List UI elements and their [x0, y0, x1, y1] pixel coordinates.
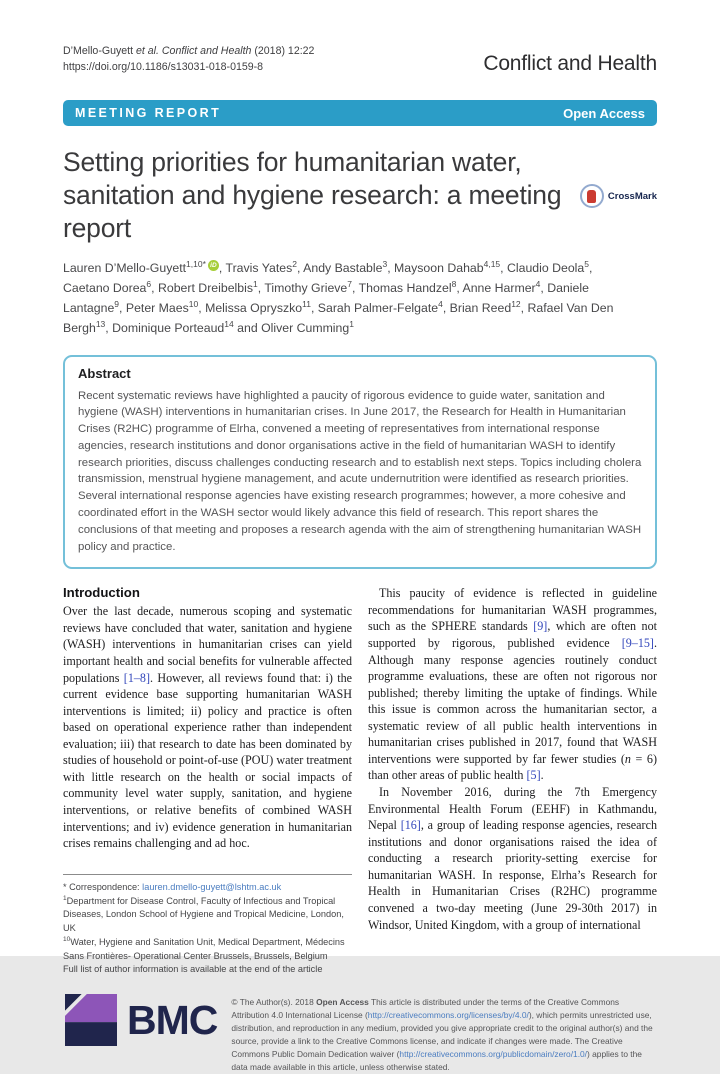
doi-link[interactable]: https://doi.org/10.1186/s13031-018-0159-8	[63, 60, 264, 73]
open-access-label: Open Access	[563, 105, 645, 121]
correspondence-note: * Correspondence: lauren.dmello-guyett@lshtm.ac.uk	[63, 881, 282, 892]
url-link[interactable]: lauren.dmello-guyett@lshtm.ac.uk	[142, 881, 282, 892]
journal-name: Conflict and Health	[483, 52, 657, 75]
affiliation-10: $^{10}$Water, Hygiene and Sanitation Unit, Medical Department, Médecins Sans Frontières- Operational Center Brussels, Brussels, Belgium	[63, 936, 345, 961]
page-header	[63, 44, 657, 76]
reference-link[interactable]: [1–8]	[123, 670, 150, 685]
reference-link[interactable]: [9–15]	[621, 635, 654, 650]
article-title: Setting priorities for humanitarian water, sanitation and hygiene research: a meeting report	[63, 147, 562, 243]
reference-link[interactable]: [16]	[400, 818, 421, 833]
citation-block	[63, 44, 314, 76]
bmc-logo-icon	[65, 994, 117, 1046]
bmc-logo	[65, 994, 217, 1046]
article-type-label: MEETING REPORT	[75, 106, 222, 120]
reference-link[interactable]: [9]	[533, 619, 548, 634]
crossmark-badge[interactable]	[580, 148, 657, 245]
body-columns	[63, 585, 657, 976]
author-info-note: Full list of author information is available at the end of the article	[63, 963, 323, 974]
body-paragraph-1: This paucity of evidence is reflected in guideline recommendations for humanitarian WASH programmes, such as the SPHERE standards [9], which are often not supported by rigorous, published evidence [9–15]. Although many response agencies routinely conduct programme evaluations, these are often not rigorous nor published; thereby limiting the uptake of findings. While this issue is common across the humanitarian sector, a systematic review of all public health interventions in humanitarian crises published in 2017, found that WASH interventions were supported by far fewer studies (n = 6) than other areas of public health [5].	[368, 586, 657, 783]
citation-line: D’Mello-Guyett et al. Conflict and Health (2018) 12:22	[63, 45, 315, 57]
left-column	[63, 585, 352, 976]
article-type-banner	[63, 100, 657, 126]
right-column	[368, 585, 657, 976]
footnotes-block	[63, 874, 352, 977]
copyright-notice: © The Author(s). 2018 Open Access This article is distributed under the terms of the Creative Commons Attribution 4.0 International License (http://creativecommons.org/licenses/by/4.0/), which permits unrestricted use, distribution, and reproduction in any medium, provided you give appropriate credit to the original author(s) and the source, provide a link to the Creative Commons license, and indicate if changes were made. The Creative Commons Public Domain Dedication waiver (http://creativecommons.org/publicdomain/zero/1.0/) applies to the data made available in this article, unless otherwise stated.	[231, 997, 653, 1072]
crossmark-door-glyph	[587, 190, 596, 203]
crossmark-icon	[580, 184, 604, 208]
bmc-logo-text: BMC	[127, 996, 218, 1043]
url-link[interactable]: http://creativecommons.org/publicdomain/zero/1.0/	[399, 1049, 588, 1060]
author-list: Lauren D’Mello-Guyett$^{1,10*}$ iD , Travis Yates$^2$, Andy Bastable$^3$, Maysoon Dahab$^{4,15}$, Claudio Deola$^5$, Caetano Dorea$^6$, Robert Dreibelbis$^1$, Timothy Grieve$^7$, Thomas Handzel$^8$, Anne Harmer$^4$, Daniele Lantagne$^9$, Peter Maes$^{10}$, Melissa Opryszko$^{11}$, Sarah Palmer-Felgate$^4$, Brian Reed$^{12}$, Rafael Van Den Bergh$^{13}$, Dominique Porteaud$^{14}$ and Oliver Cumming$^1$	[63, 258, 614, 336]
abstract-text: Recent systematic reviews have highlighted a paucity of rigorous evidence to guide water, sanitation and hygiene (WASH) interventions in humanitarian crises. In June 2017, the Research for Health in Humanitarian Crises (R2HC) programme of Elrha, convened a meeting of representatives from international response agencies, research institutions and donor organisations active in the field of humanitarian WASH to identify research priorities, discuss challenges conducting research and to establish next steps. Topics including cholera transmission, menstrual hygiene management, and acute undernutrition were identified as research priorities. Several international response agencies have existing research programmes; however, a more cohesive and coordinated effort in the WASH sector would likely advance this field of research. This report shares the conclusions of that meeting and proposes a research agenda with the aim of strengthening humanitarian WASH policy and practice.	[78, 389, 642, 553]
orcid-icon[interactable]: iD	[208, 260, 219, 271]
abstract-heading: Abstract	[78, 365, 131, 381]
crossmark-label: CrossMark	[607, 190, 657, 202]
reference-link[interactable]: [5]	[526, 768, 541, 783]
intro-paragraph: Over the last decade, numerous scoping and systematic reviews have concluded that water, sanitation and hygiene (WASH) interventions in humanitarian crises can yield important health and social benefits for vulnerable affected populations [1–8]. However, all reviews found that: i) the current evidence base supporting humanitarian WASH interventions is limited; ii) policy and practice is often based on operational experience rather than independent evaluation; iii) that research to date has been dominated by studies of household or point-of-use (POU) water treatment with little research on the health or social impacts of community level water supply, sanitation, and hygiene interventions, or relative benefits of combined WASH interventions; and iv) evidence generation in humanitarian crises remains challenging and ad hoc.	[63, 604, 352, 851]
title-row	[63, 146, 657, 245]
url-link[interactable]: http://creativecommons.org/licenses/by/4.0/	[367, 1010, 529, 1021]
affiliation-1: $^1$Department for Disease Control, Faculty of Infectious and Tropical Diseases, London School of Hygiene and Tropical Medicine, London, UK	[63, 895, 344, 933]
body-paragraph-2: In November 2016, during the 7th Emergency Environmental Health Forum (EEHF) in Kathmandu, Nepal [16], a group of leading response agencies, research institutions and donor organisations raised the idea of conducting a research priority-setting exercise for humanitarian WASH. In response, Elrha’s Research for Health in Humanitarian Crises (R2HC) programme convened a two-day meeting (June 29-30th 2017) in Windsor, United Kingdom, with a group of international	[368, 785, 657, 932]
page-footer	[63, 994, 657, 1074]
abstract-box	[63, 355, 657, 570]
section-heading-introduction: Introduction	[63, 585, 140, 601]
